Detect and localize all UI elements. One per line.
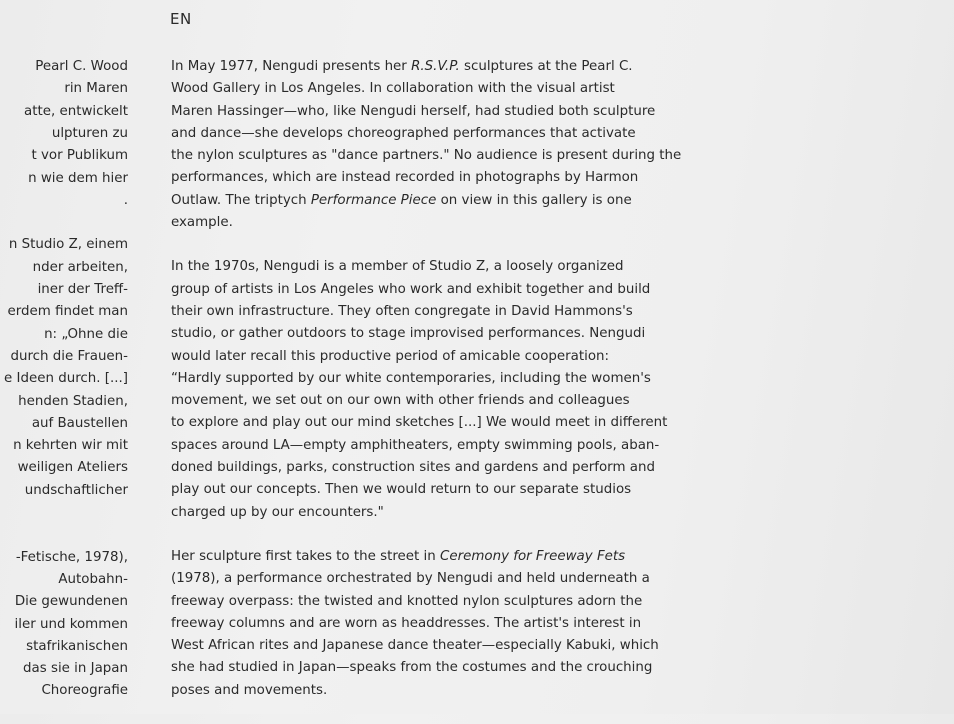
german-text-line: -Fetische, 1978), [15, 549, 128, 565]
text-span: Outlaw. The triptych [171, 192, 311, 208]
text-line: play out our concepts. Then we would return to our separate studios [171, 482, 632, 498]
german-text-line: t vor Publikum [31, 148, 128, 164]
english-paragraph-rsvp [171, 56, 731, 234]
german-text-line: ulpturen zu [51, 125, 128, 141]
text-span: Her sculpture first takes to the street in [171, 548, 441, 564]
artwork-title: Performance Piece [310, 192, 437, 208]
text-line: to explore and play out our mind sketches [...] We would meet in different [171, 415, 668, 431]
language-label: EN [170, 10, 192, 28]
german-text-line: Autobahn- [58, 571, 128, 587]
english-paragraph-studio-z [171, 256, 731, 524]
text-line: movement, we set out on our own with other friends and colleagues [171, 393, 630, 409]
text-line: freeway overpass: the twisted and knotted nylon sculptures adorn the [171, 593, 643, 609]
german-text-line: n wie dem hier [28, 170, 128, 186]
text-line: poses and movements. [171, 682, 328, 698]
text-line: studio, or gather outdoors to stage improvised performances. Nengudi [171, 326, 646, 342]
german-text-line: das sie in Japan [23, 661, 128, 677]
artwork-title: R.S.V.P. [411, 59, 460, 74]
text-line: “Hardly supported by our white contemporaries, including the women's [171, 370, 651, 386]
german-text-line: Pearl C. Wood [35, 59, 128, 74]
german-text-line: undschaftlicher [24, 482, 128, 498]
text-line: would later recall this productive period of amicable cooperation: [171, 348, 610, 364]
text-line: freeway columns and are worn as headdresses. The artist's interest in [171, 615, 642, 631]
text-line: performances, which are instead recorded in photographs by Harmon [171, 170, 639, 186]
text-span: on view in this gallery is one [436, 192, 632, 208]
german-text-line: e Ideen durch. [...] [4, 371, 128, 387]
german-text-column [0, 0, 150, 714]
german-text-line: iler und kommen [14, 616, 128, 632]
german-text-line: henden Stadien, [18, 393, 128, 409]
text-line [171, 56, 731, 78]
german-text-line: erdem findet man [7, 304, 128, 320]
german-text-line: weiligen Ateliers [17, 460, 128, 476]
text-line: she had studied in Japan—speaks from the costumes and the crouching [171, 660, 653, 676]
text-line: spaces around LA—empty amphitheaters, empty swimming pools, aban- [171, 437, 660, 453]
german-text-line: durch die Frauen- [10, 348, 128, 364]
text-line: example. [171, 215, 233, 231]
text-line [171, 190, 731, 212]
german-text-line: stafrikanischen [26, 638, 128, 654]
text-line: West African rites and Japanese dance theater—especially Kabuki, which [171, 638, 659, 654]
german-text-line: iner der Treff- [37, 282, 128, 297]
text-line: doned buildings, parks, construction sites and gardens and perform and [171, 460, 655, 476]
artwork-title: Ceremony for Freeway Fets [440, 548, 626, 564]
text-line [171, 546, 731, 568]
text-line: the nylon sculptures as "dance partners." No audience is present during the [171, 148, 682, 164]
german-text-line: Choreografie [41, 683, 128, 699]
german-text-line: rin Maren [64, 81, 128, 97]
german-text-line: Die gewundenen [14, 594, 128, 610]
german-text-line: . [123, 192, 128, 208]
text-span: In May 1977, Nengudi presents her [171, 59, 412, 74]
german-text-line: n kehrten wir mit [13, 438, 128, 454]
german-text-line: auf Baustellen [31, 415, 128, 431]
text-line: Wood Gallery in Los Angeles. In collaboration with the visual artist [171, 81, 615, 97]
german-text-line: n Studio Z, einem [8, 237, 128, 253]
text-line: charged up by our encounters." [171, 504, 384, 520]
german-text-line: n: „Ohne die [44, 326, 128, 342]
text-span: sculptures at the Pearl C. [459, 59, 633, 74]
text-line: Maren Hassinger—who, like Nengudi herself, had studied both sculpture [171, 103, 656, 119]
german-text-line: nder arbeiten, [32, 259, 128, 275]
text-line: their own infrastructure. They often congregate in David Hammons's [171, 303, 633, 319]
text-line: group of artists in Los Angeles who work and exhibit together and build [171, 281, 651, 297]
text-line: In the 1970s, Nengudi is a member of Studio Z, a loosely organized [171, 259, 624, 275]
text-line: (1978), a performance orchestrated by Nengudi and held underneath a [171, 571, 650, 587]
german-text-line: atte, entwickelt [24, 103, 128, 119]
english-paragraph-freeway-fets [171, 546, 731, 702]
english-text-column [171, 56, 731, 724]
text-line: and dance—she develops choreographed performances that activate [171, 125, 636, 141]
